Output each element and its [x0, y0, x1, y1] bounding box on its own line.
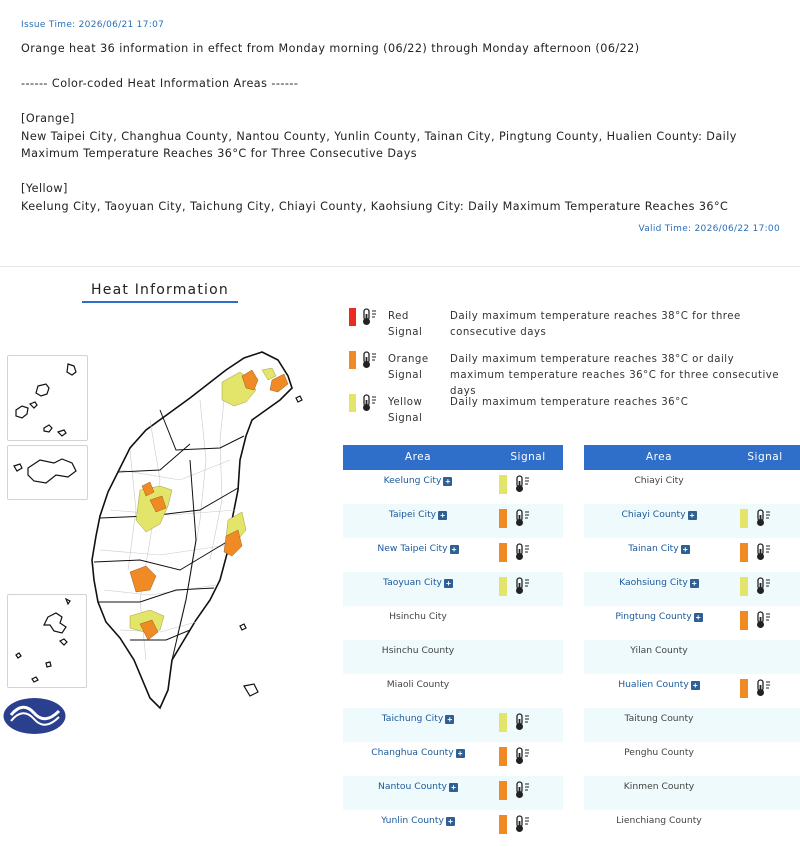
expand-plus-icon[interactable]: + [694, 613, 703, 622]
area-name[interactable]: Taoyuan City [383, 577, 442, 588]
signal-column-header: Signal [510, 451, 546, 463]
expand-plus-icon[interactable]: + [445, 715, 454, 724]
area-table-right [584, 445, 800, 844]
notice-yellow-areas: Keelung City, Taoyuan City, Taichung City, Chiayi County, Kaohsiung City: Daily Maximum Temperature Reaches 36°C [21, 199, 729, 213]
expand-plus-icon[interactable]: + [456, 749, 465, 758]
thermometer-icon [754, 576, 774, 596]
area-name: Miaoli County [386, 679, 450, 690]
legend-yellow [346, 394, 786, 437]
yellow-signal-swatch [740, 509, 748, 528]
orange-signal-swatch [499, 747, 507, 766]
legend-orange-description: Daily maximum temperature reaches 38°C or daily maximum temperature reaches 36°C for three consecutive days [450, 354, 780, 397]
area-column-header: Area [645, 451, 673, 463]
issue-time: Issue Time: 2026/06/21 17:07 [21, 20, 165, 30]
orange-signal-swatch [740, 679, 748, 698]
area-cell [584, 776, 734, 810]
table-row [343, 708, 563, 742]
table-row [343, 810, 563, 844]
expand-plus-icon[interactable]: + [688, 511, 697, 520]
area-cell [343, 674, 493, 708]
signal-cell [740, 606, 800, 640]
cwa-logo [3, 697, 66, 735]
area-cell [584, 470, 734, 504]
thermometer-icon [360, 307, 380, 327]
area-cell[interactable] [343, 708, 493, 742]
signal-cell [499, 572, 559, 606]
orange-signal-swatch [499, 543, 507, 562]
area-cell[interactable] [584, 572, 734, 606]
area-name[interactable]: Changhua County [371, 747, 454, 758]
section-divider [0, 266, 800, 267]
area-column-header: Area [404, 451, 432, 463]
signal-column-header: Signal [747, 451, 783, 463]
area-table-left [343, 445, 563, 844]
area-cell[interactable] [343, 470, 493, 504]
table-row [343, 470, 563, 504]
yellow-signal-swatch [740, 577, 748, 596]
thermometer-icon [360, 393, 380, 413]
area-name[interactable]: Taipei City [388, 509, 437, 520]
expand-plus-icon[interactable]: + [691, 681, 700, 690]
signal-cell [499, 776, 559, 810]
thermometer-icon [513, 542, 533, 562]
area-cell[interactable] [584, 674, 734, 708]
area-cell [584, 810, 734, 844]
heat-notice [0, 0, 800, 262]
expand-plus-icon[interactable]: + [443, 477, 452, 486]
notice-orange-areas: New Taipei City, Changhua County, Nantou County, Yunlin County, Tainan City, Pingtung County, Hualien County: Daily Maximum Temperature Reaches 36°C for Three Consecutive Days [21, 129, 737, 160]
expand-plus-icon[interactable]: + [444, 579, 453, 588]
signal-legend [346, 308, 786, 437]
area-cell[interactable] [343, 810, 493, 844]
table-row [584, 640, 800, 674]
area-cell[interactable] [343, 572, 493, 606]
area-name[interactable]: Nantou County [377, 781, 447, 792]
area-name: Hsinchu County [381, 645, 455, 656]
table-row [584, 674, 800, 708]
table-row [343, 640, 563, 674]
thermometer-icon [754, 542, 774, 562]
area-name[interactable]: Keelung City [383, 475, 442, 486]
notice-headline: Orange heat 36 information in effect from Monday morning (06/22) through Monday afternoon (06/22) [21, 42, 640, 55]
area-name[interactable]: Yunlin County [381, 815, 444, 826]
signal-cell [499, 538, 559, 572]
yellow-signal-swatch [499, 713, 507, 732]
thermometer-icon [513, 712, 533, 732]
area-cell[interactable] [343, 538, 493, 572]
orange-signal-swatch [740, 543, 748, 562]
table-row [343, 538, 563, 572]
table-row [343, 606, 563, 640]
legend-red [346, 308, 786, 351]
area-cell[interactable] [343, 504, 493, 538]
thermometer-icon [754, 508, 774, 528]
signal-cell [499, 708, 559, 742]
area-name[interactable]: Kaohsiung City [619, 577, 688, 588]
legend-yellow-description: Daily maximum temperature reaches 36°C [450, 397, 689, 408]
table-header [343, 445, 563, 470]
area-cell [584, 708, 734, 742]
expand-plus-icon[interactable]: + [449, 783, 458, 792]
expand-plus-icon[interactable]: + [446, 817, 455, 826]
area-name: Kinmen County [623, 781, 695, 792]
notice-section-title: ------ Color-coded Heat Information Areas ------ [21, 77, 299, 90]
signal-cell [499, 470, 559, 504]
thermometer-icon [513, 576, 533, 596]
expand-plus-icon[interactable]: + [438, 511, 447, 520]
expand-plus-icon[interactable]: + [450, 545, 459, 554]
yellow-signal-swatch [499, 577, 507, 596]
area-cell [584, 640, 734, 674]
expand-plus-icon[interactable]: + [690, 579, 699, 588]
legend-yellow-label: Yellow Signal [388, 397, 423, 424]
area-cell[interactable] [584, 606, 734, 640]
table-row [584, 810, 800, 844]
legend-red-label: Red Signal [388, 311, 423, 338]
thermometer-icon [513, 780, 533, 800]
area-name: Penghu County [624, 747, 694, 758]
orange-signal-swatch [740, 611, 748, 630]
table-row [343, 674, 563, 708]
table-row [584, 538, 800, 572]
valid-time: Valid Time: 2026/06/22 17:00 [638, 224, 780, 234]
signal-cell [499, 742, 559, 776]
expand-plus-icon[interactable]: + [681, 545, 690, 554]
signal-cell [740, 538, 800, 572]
table-row [584, 742, 800, 776]
orange-swatch [349, 351, 356, 369]
area-name: Chiayi City [634, 475, 684, 486]
area-name: Taitung County [624, 713, 694, 724]
notice-text [21, 40, 781, 215]
area-cell [343, 606, 493, 640]
green-island [240, 624, 246, 630]
table-row [343, 776, 563, 810]
area-name: Hsinchu City [389, 611, 447, 622]
table-row [584, 470, 800, 504]
area-cell [584, 742, 734, 776]
area-cell[interactable] [584, 504, 734, 538]
orchid-island [244, 684, 258, 696]
red-swatch [349, 308, 356, 326]
orange-signal-swatch [499, 509, 507, 528]
table-row [584, 776, 800, 810]
table-row [584, 708, 800, 742]
table-row [584, 572, 800, 606]
table-row [343, 742, 563, 776]
thermometer-icon [513, 474, 533, 494]
turtle-island [296, 396, 302, 402]
table-row [584, 504, 800, 538]
thermometer-icon [754, 678, 774, 698]
area-name[interactable]: New Taipei City [377, 543, 448, 554]
area-name[interactable]: Taichung City [381, 713, 444, 724]
area-cell[interactable] [343, 742, 493, 776]
taiwan-outline [92, 352, 292, 708]
signal-cell [499, 810, 559, 844]
signal-cell [740, 504, 800, 538]
area-name[interactable]: Hualien County [618, 679, 689, 690]
area-name[interactable]: Pingtung County [615, 611, 692, 622]
area-name[interactable]: Tainan City [628, 543, 679, 554]
area-cell[interactable] [343, 776, 493, 810]
yellow-signal-swatch [499, 475, 507, 494]
legend-red-description: Daily maximum temperature reaches 38°C for three consecutive days [450, 311, 741, 338]
area-name[interactable]: Chiayi County [621, 509, 686, 520]
orange-signal-swatch [499, 815, 507, 834]
thermometer-icon [513, 746, 533, 766]
notice-orange-label: [Orange] [21, 112, 75, 125]
table-row [584, 606, 800, 640]
thermometer-icon [360, 350, 380, 370]
table-row [343, 504, 563, 538]
signal-cell [499, 504, 559, 538]
legend-orange [346, 351, 786, 397]
taiwan-heat-map[interactable] [0, 340, 340, 720]
thermometer-icon [513, 508, 533, 528]
signal-cell [740, 572, 800, 606]
heat-information-title: Heat Information [82, 282, 238, 303]
area-cell[interactable] [584, 538, 734, 572]
legend-orange-label: Orange Signal [388, 354, 429, 381]
thermometer-icon [754, 610, 774, 630]
yellow-swatch [349, 394, 356, 412]
area-name: Lienchiang County [616, 815, 702, 826]
orange-signal-swatch [499, 781, 507, 800]
signal-cell [740, 674, 800, 708]
area-cell [343, 640, 493, 674]
area-name: Yilan County [630, 645, 688, 656]
thermometer-icon [513, 814, 533, 834]
table-row [343, 572, 563, 606]
notice-yellow-label: [Yellow] [21, 182, 68, 195]
table-header [584, 445, 800, 470]
